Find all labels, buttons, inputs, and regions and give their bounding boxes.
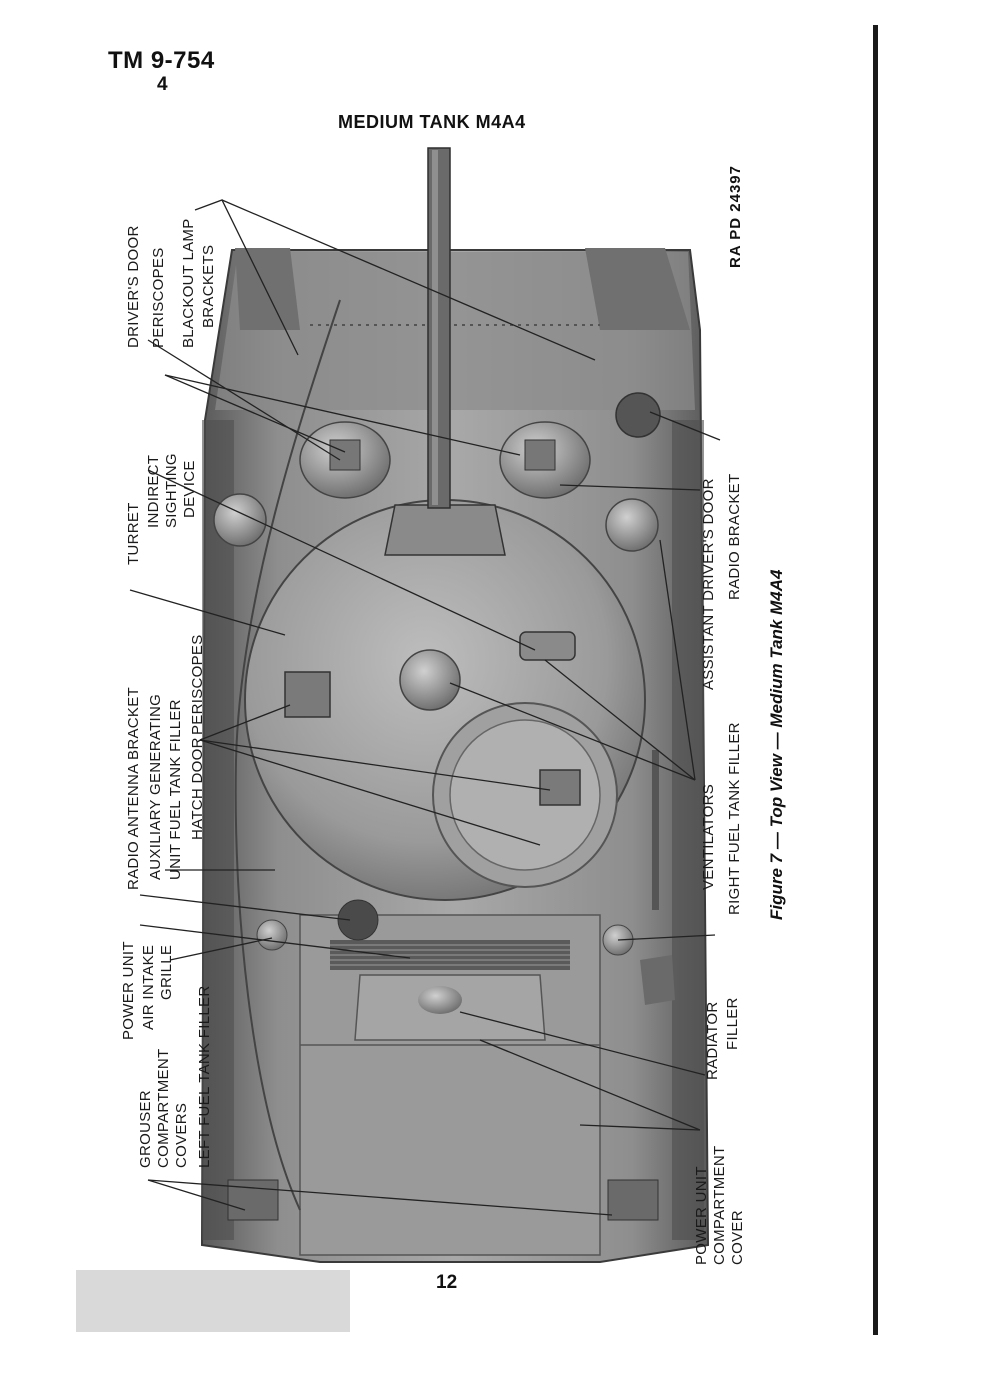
scan-redaction-block	[76, 1270, 350, 1332]
section-number: 4	[157, 74, 168, 95]
label-radio-bracket: RADIO BRACKET	[726, 473, 743, 600]
label-aux-generating: AUXILIARY GENERATING	[147, 693, 164, 880]
page-title: MEDIUM TANK M4A4	[338, 112, 526, 132]
label-grouser: GROUSER	[137, 1090, 154, 1168]
manual-number: TM 9-754	[108, 47, 215, 74]
label-power-cover-3: COVER	[729, 1210, 746, 1265]
label-assistant-door: ASSISTANT DRIVER'S DOOR	[700, 478, 717, 690]
air-intake-grille	[330, 940, 570, 970]
label-periscopes-top: PERISCOPES	[150, 247, 167, 348]
page-number: 12	[436, 1272, 458, 1293]
ra-pd-number: RA PD 24397	[727, 165, 744, 268]
turret	[245, 500, 645, 900]
label-blackout-brackets: BRACKETS	[200, 244, 217, 328]
label-radiator: RADIATOR	[704, 1001, 721, 1080]
figure-caption: Figure 7 — Top View — Medium Tank M4A4	[767, 569, 786, 920]
label-hatch-door: HATCH DOOR	[189, 737, 206, 840]
label-periscopes-mid: PERISCOPES	[189, 634, 206, 735]
label-air-intake: AIR INTAKE	[140, 944, 157, 1030]
label-radio-antenna: RADIO ANTENNA BRACKET	[125, 686, 142, 890]
label-device: DEVICE	[181, 460, 198, 518]
label-power-cover-2: COMPARTMENT	[711, 1145, 728, 1265]
label-power-unit-1: POWER UNIT	[120, 941, 137, 1040]
label-aux-fuel: UNIT FUEL TANK FILLER	[167, 699, 184, 880]
label-blackout-lamp: BLACKOUT LAMP	[180, 218, 197, 348]
left-callouts	[120, 219, 217, 1169]
label-compartment: COMPARTMENT	[155, 1048, 172, 1168]
label-drivers-door: DRIVER'S DOOR	[125, 225, 142, 348]
label-left-fuel: LEFT FUEL TANK FILLER	[196, 985, 213, 1168]
label-turret: TURRET	[125, 502, 142, 565]
label-power-cover-1: POWER UNIT	[693, 1166, 710, 1265]
label-indirect: INDIRECT	[145, 454, 162, 528]
label-covers: COVERS	[173, 1102, 190, 1168]
label-sighting: SIGHTING	[163, 453, 180, 528]
label-filler: FILLER	[724, 997, 741, 1050]
label-ventilators: VENTILATORS	[700, 783, 717, 890]
label-right-fuel: RIGHT FUEL TANK FILLER	[726, 722, 743, 915]
gun-barrel	[428, 148, 450, 508]
label-grille: GRILLE	[158, 944, 175, 1000]
